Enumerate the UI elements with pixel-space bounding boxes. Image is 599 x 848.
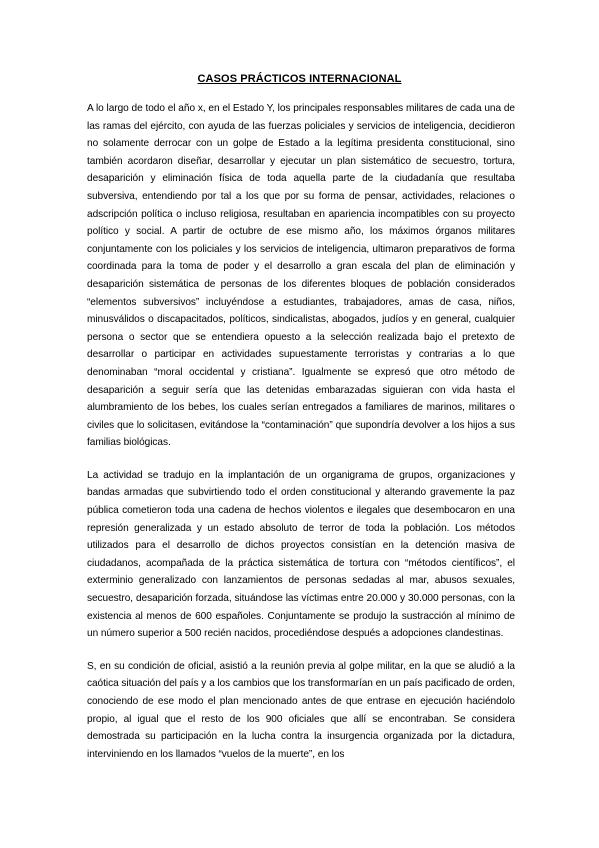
paragraph-3: S, en su condición de oficial, asistió a la reunión previa al golpe militar, en la que se aludió a la caótica situación del país y a los cambios que los transformarían en un país pacificado de orden, conociendo de ese modo el plan mencionado antes de que entrase en ejecución haciéndolo propio, al igual que el resto de los 900 oficiales que allí se encontraban. Se considera demostrada su participación en la lucha contra la insurgencia organizada por la dictadura, interviniendo en los llamados “vuelos de la muerte”, en los: [87, 660, 515, 760]
paragraph-2: La actividad se tradujo en la implantación de un organigrama de grupos, organizaciones y bandas armadas que subvirtiendo todo el orden constitucional y alterando gravemente la paz pública cometieron toda una cadena de hechos violentos e ilegales que desembocaron en una represión generalizada y un estado absoluto de terror de toda la población. Los métodos utilizados para el desarrollo de dichos proyectos consistían en la detención masiva de ciudadanos, acompañada de la práctica sistemática de tortura con “métodos científicos”, el exterminio generalizado con lanzamientos de personas sedadas al mar, abusos sexuales, secuestro, desaparición forzada, situándose las víctimas entre 20.000 y 30.000 personas, con la existencia al menos de 600 españoles. Conjuntamente se produjo la sustracción al mínimo de un número superior a 500 recién nacidos, procediéndose después a adopciones clandestinas.: [87, 469, 515, 640]
paragraph-1: A lo largo de todo el año x, en el Estado Y, los principales responsables militares de cada una de las ramas del ejército, con ayuda de las fuerzas policiales y servicios de inteligencia, decidieron no solamente derrocar con un golpe de Estado a la legítima presidenta constitucional, sino también acordaron diseñar, desarrollar y ejecutar un plan sistemático de secuestro, tortura, desaparición y eliminación física de toda aquella parte de la ciudadanía que resultaba subversiva, entendiendo por tal a los que por su forma de pensar, actividades, relaciones o adscripción política o incluso religiosa, resultaban en apariencia incompatibles con su proyecto político y social. A partir de octubre de ese mismo año, los máximos órganos militares conjuntamente con los policiales y los servicios de inteligencia, ultimaron preparativos de forma coordinada para la toma de poder y el desarrollo a gran escala del plan de eliminación y desaparición sistemática de personas de los diferentes bloques de población considerados “elementos subversivos” incluyéndose a estudiantes, trabajadores, amas de casa, niños, minusválidos o discapacitados, políticos, sindicalistas, abogados, judíos y en general, cualquier persona o sector que se entendiera opuesto a la selección realizada bajo el pretexto de desarrollar o participar en actividades supuestamente terroristas y contrarias a lo que denominaban “moral occidental y cristiana”. Igualmente se expresó que otro método de desaparición a seguir sería que las detenidas embarazadas siguieran con vida hasta el alumbramiento de los bebes, los cuales serían entregados a familiares de marinos, militares o civiles que lo solicitasen, evitándose la “contaminación” que supondría devolver a los hijos a sus familias biológicas.: [87, 103, 515, 449]
document-body: [87, 100, 515, 778]
page-title: CASOS PRÁCTICOS INTERNACIONAL: [197, 73, 402, 85]
